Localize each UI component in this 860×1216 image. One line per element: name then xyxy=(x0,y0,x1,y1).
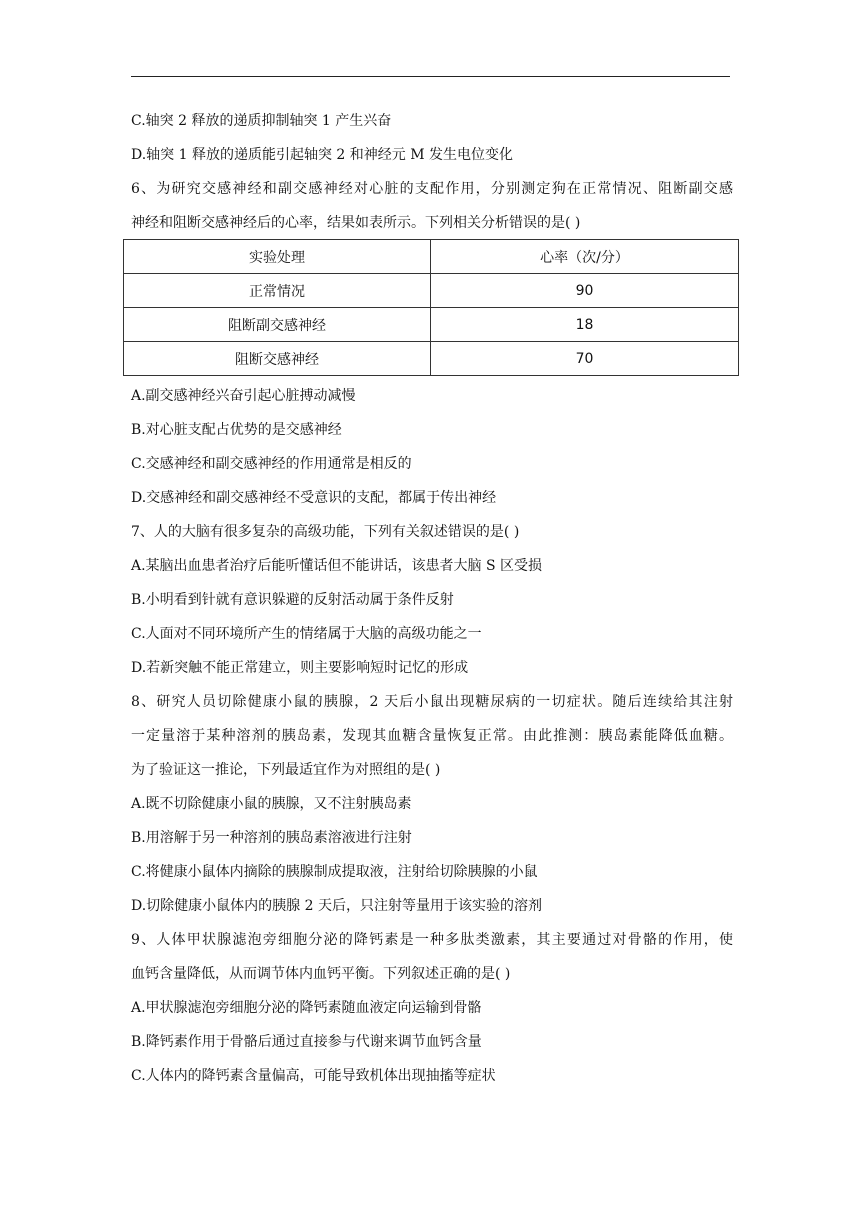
table-header-cell: 心率（次/分） xyxy=(431,240,739,274)
q8-stem-line3: 为了验证这一推论，下列最适宜作为对照组的是( ) xyxy=(131,762,441,778)
q9-option-b: B.降钙素作用于骨骼后通过直接参与代谢来调节血钙含量 xyxy=(131,1034,482,1050)
table-cell: 90 xyxy=(431,274,739,308)
table-cell: 阻断副交感神经 xyxy=(124,308,431,342)
q8-stem-line1: 8、研究人员切除健康小鼠的胰腺，2 天后小鼠出现糖尿病的一切症状。随后连续给其注射 xyxy=(131,694,733,710)
table-cell: 70 xyxy=(431,342,739,376)
q8-option-c: C.将健康小鼠体内摘除的胰腺制成提取液，注射给切除胰腺的小鼠 xyxy=(131,864,538,880)
q8-option-a: A.既不切除健康小鼠的胰腺，又不注射胰岛素 xyxy=(131,796,412,812)
q6-option-d: D.交感神经和副交感神经不受意识的支配，都属于传出神经 xyxy=(131,490,497,506)
q6-option-a: A.副交感神经兴奋引起心脏搏动减慢 xyxy=(131,388,356,404)
q9-stem-line2: 血钙含量降低，从而调节体内血钙平衡。下列叙述正确的是( ) xyxy=(131,966,511,982)
q9-option-c: C.人体内的降钙素含量偏高，可能导致机体出现抽搐等症状 xyxy=(131,1068,496,1084)
q6-stem-line1: 6、为研究交感神经和副交感神经对心脏的支配作用，分别测定狗在正常情况、阻断副交感 xyxy=(131,181,733,197)
q7-option-a: A.某脑出血患者治疗后能听懂话但不能讲话，该患者大脑 S 区受损 xyxy=(131,558,543,574)
q7-stem: 7、人的大脑有很多复杂的高级功能，下列有关叙述错误的是( ) xyxy=(131,524,520,540)
table-cell: 18 xyxy=(431,308,739,342)
table-cell: 阻断交感神经 xyxy=(124,342,431,376)
q7-option-b: B.小明看到针就有意识躲避的反射活动属于条件反射 xyxy=(131,592,454,608)
q9-stem-line1: 9、人体甲状腺滤泡旁细胞分泌的降钙素是一种多肽类激素，其主要通过对骨骼的作用，使 xyxy=(131,932,733,948)
table-row xyxy=(124,308,739,342)
q6-stem-line2: 神经和阻断交感神经后的心率，结果如表所示。下列相关分析错误的是( ) xyxy=(131,215,581,231)
header-rule xyxy=(131,76,730,77)
heart-rate-table xyxy=(123,239,739,376)
q9-option-a: A.甲状腺滤泡旁细胞分泌的降钙素随血液定向运输到骨骼 xyxy=(131,1000,482,1016)
table-row xyxy=(124,274,739,308)
q6-option-c: C.交感神经和副交感神经的作用通常是相反的 xyxy=(131,456,412,472)
q7-option-c: C.人面对不同环境所产生的情绪属于大脑的高级功能之一 xyxy=(131,626,482,642)
q8-stem-line2: 一定量溶于某种溶剂的胰岛素，发现其血糖含量恢复正常。由此推测：胰岛素能降低血糖。 xyxy=(131,728,733,744)
q7-option-d: D.若新突触不能正常建立，则主要影响短时记忆的形成 xyxy=(131,660,469,676)
q5-option-d: D.轴突 1 释放的递质能引起轴突 2 和神经元 M 发生电位变化 xyxy=(131,147,514,163)
q8-option-b: B.用溶解于另一种溶剂的胰岛素溶液进行注射 xyxy=(131,830,412,846)
table-header-cell: 实验处理 xyxy=(124,240,431,274)
q8-option-d: D.切除健康小鼠体内的胰腺 2 天后，只注射等量用于该实验的溶剂 xyxy=(131,898,542,914)
table-row xyxy=(124,342,739,376)
table-header-row xyxy=(124,240,739,274)
q6-option-b: B.对心脏支配占优势的是交感神经 xyxy=(131,422,342,438)
q5-option-c: C.轴突 2 释放的递质抑制轴突 1 产生兴奋 xyxy=(131,113,392,129)
table-cell: 正常情况 xyxy=(124,274,431,308)
